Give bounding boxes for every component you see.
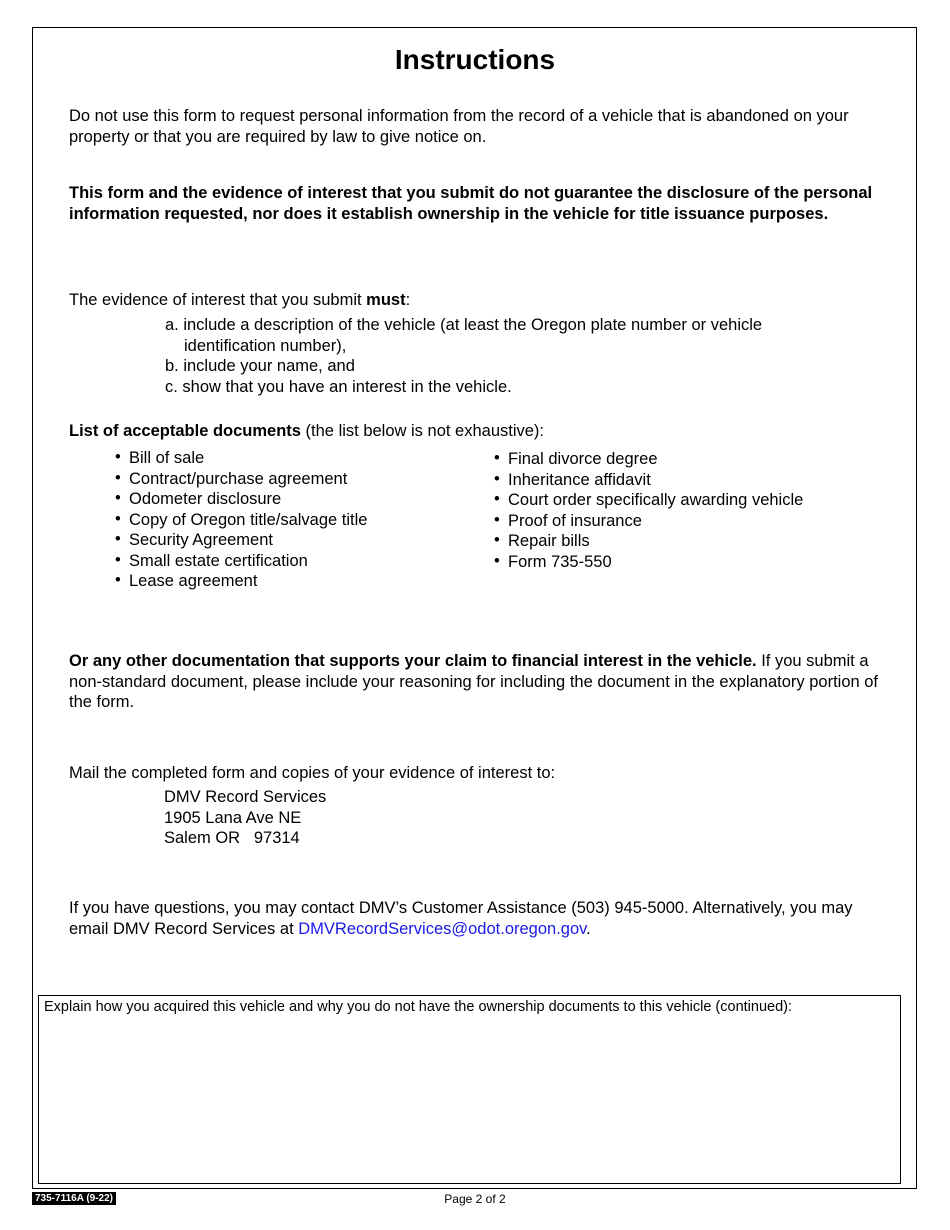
document-item: • Bill of sale [115,448,367,469]
page-title: Instructions [394,44,556,75]
other-documentation-rest: If you submit a non-standard document, please include your reasoning for including the document in the explanatory portion of the form. [69,652,879,711]
page-number: Page 2 of 2 [444,1192,506,1206]
documents-heading-note: (the list below is not exhaustive): [300,422,544,440]
requirement-item: b. include your name, and [165,357,355,375]
document-item: • Court order specifically awarding vehicle [494,490,803,511]
document-item: • Form 735-550 [494,552,803,573]
document-item: • Copy of Oregon title/salvage title [115,510,367,531]
email-link[interactable]: DMVRecordServices@odot.oregon.gov [298,919,587,938]
document-item: • Lease agreement [115,571,367,592]
contact-text: If you have questions, you may contact DMV’s Customer Assistance (503) 945-5000. Alternatively, you may email DMV Record Services at [69,899,853,938]
documents-heading [69,421,889,442]
document-item: • Repair bills [494,531,803,552]
documents-list-left [115,448,367,592]
evidence-colon: : [405,291,411,309]
explanation-label: Explain how you acquired this vehicle and why you do not have the ownership documents to this vehicle (continued): [44,999,792,1015]
evidence-requirements-list [165,315,845,397]
requirement-item: c. show that you have an interest in the vehicle. [165,377,512,396]
contact-end: . [586,919,591,938]
form-number-badge: 735-7116A (9-22) [32,1192,116,1205]
requirement-item-text: a. include a description of the vehicle (at least the Oregon plate number or vehicle [165,316,763,334]
document-item: • Proof of insurance [494,511,803,532]
requirement-item-text-cont: identification number), [184,336,347,355]
disclaimer-paragraph: This form and the evidence of interest that you submit do not guarantee the disclosure of the personal information requested, nor does it establish ownership in the vehicle for title issuance purposes. [69,184,873,223]
document-item: • Odometer disclosure [115,489,367,510]
evidence-must: must [366,291,406,309]
document-item: • Final divorce degree [494,449,803,470]
contact-paragraph [69,898,869,939]
mailing-address [164,787,326,849]
document-item: • Small estate certification [115,551,367,572]
other-documentation-paragraph [69,651,891,713]
document-item: • Inheritance affidavit [494,470,803,491]
document-item: • Contract/purchase agreement [115,469,367,490]
evidence-lead [69,290,889,311]
requirement-item [165,315,845,356]
other-documentation-bold: Or any other documentation that supports your claim to financial interest in the vehicle. [69,652,757,670]
document-item: • Security Agreement [115,530,367,551]
intro-paragraph: Do not use this form to request personal information from the record of a vehicle that is abandoned on your property or that you are required by law to give notice on. [69,107,849,146]
address-line: DMV Record Services [164,788,327,806]
address-line: Salem OR 97314 [164,829,300,847]
mail-instructions: Mail the completed form and copies of your evidence of interest to: [69,764,556,782]
documents-heading-bold: List of acceptable documents [69,422,301,440]
address-line: 1905 Lana Ave NE [164,808,302,827]
evidence-lead-text: The evidence of interest that you submit [69,291,367,309]
explanation-field[interactable] [38,995,901,1184]
documents-list-right [494,449,803,572]
